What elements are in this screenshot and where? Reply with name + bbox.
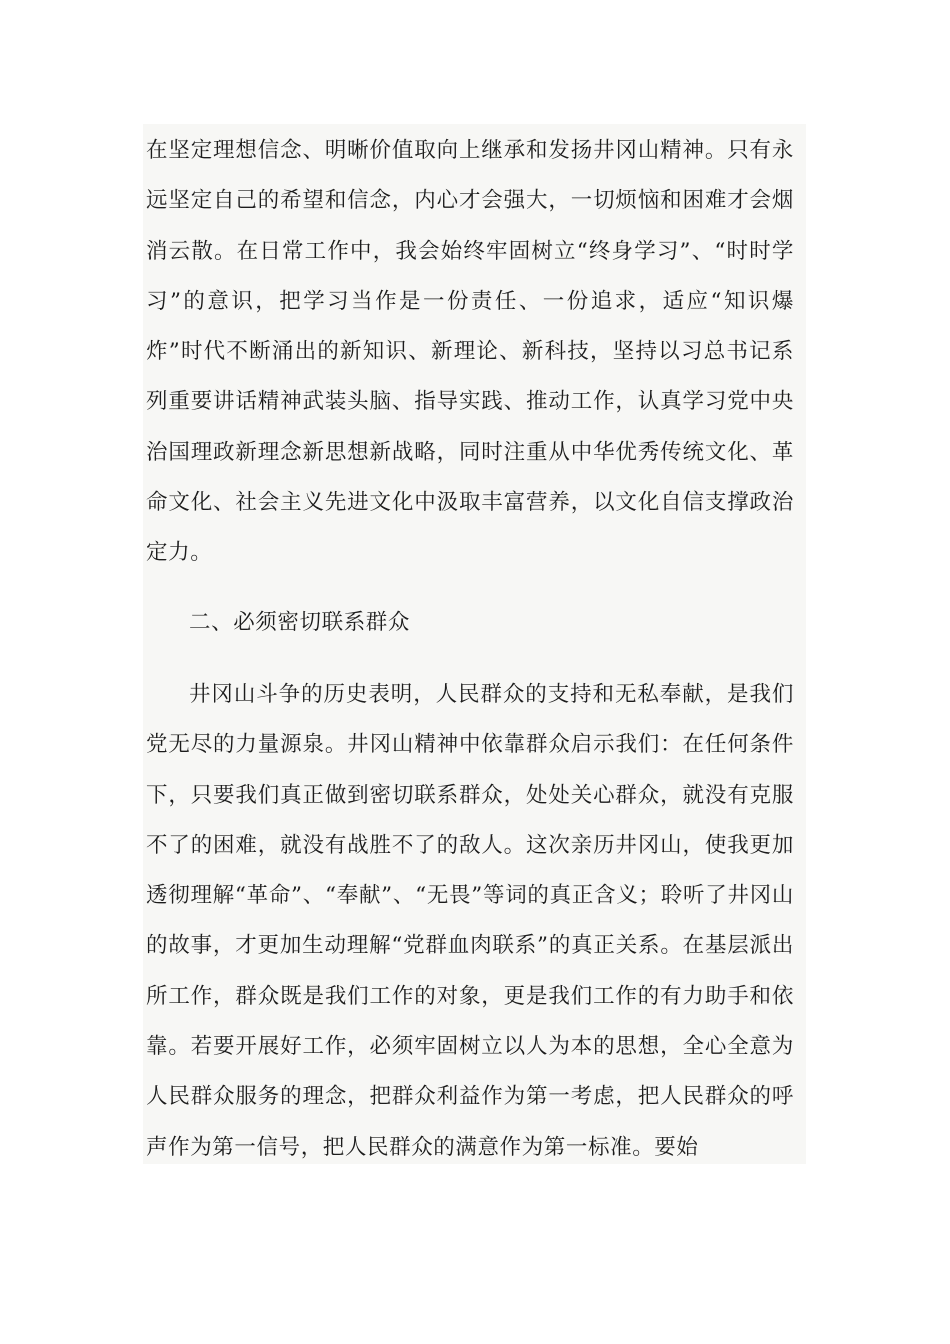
section-heading: 二、必须密切联系群众	[189, 610, 411, 635]
body-paragraph: 井冈山斗争的历史表明，人民群众的支持和无私奉献，是我们党无尽的力量源泉。井冈山精神中依靠群众启示我们：在任何条件下，只要我们真正做到密切联系群众，处处关心群众，就没有克服不了的困难，就没有战胜不了的敌人。这次亲历井冈山，使我更加透彻理解“革命”、“奉献”、“无畏”等词的真正含义；聆听了井冈山的故事，才更加生动理解“党群血肉联系”的真正关系。在基层派出所工作，群众既是我们工作的对象，更是我们工作的有力助手和依靠。若要开展好工作，必须牢固树立以人为本的思想，全心全意为人民群众服务的理念，把群众利益作为第一考虑，把人民群众的呼声作为第一信号，把人民群众的满意作为第一标准。要始	[146, 682, 794, 1160]
body-paragraph: 在坚定理想信念、明晰价值取向上继承和发扬井冈山精神。只有永远坚定自己的希望和信念，内心才会强大，一切烦恼和困难才会烟消云散。在日常工作中，我会始终牢固树立“终身学习”、“时时学习”的意识，把学习当作是一份责任、一份追求，适应“知识爆炸”时代不断涌出的新知识、新理论、新科技，坚持以习总书记系列重要讲话精神武装头脑、指导实践、推动工作，认真学习党中央治国理政新理念新思想新战略，同时注重从中华优秀传统文化、革命文化、社会主义先进文化中汲取丰富营养，以文化自信支撑政治定力。	[146, 138, 794, 566]
